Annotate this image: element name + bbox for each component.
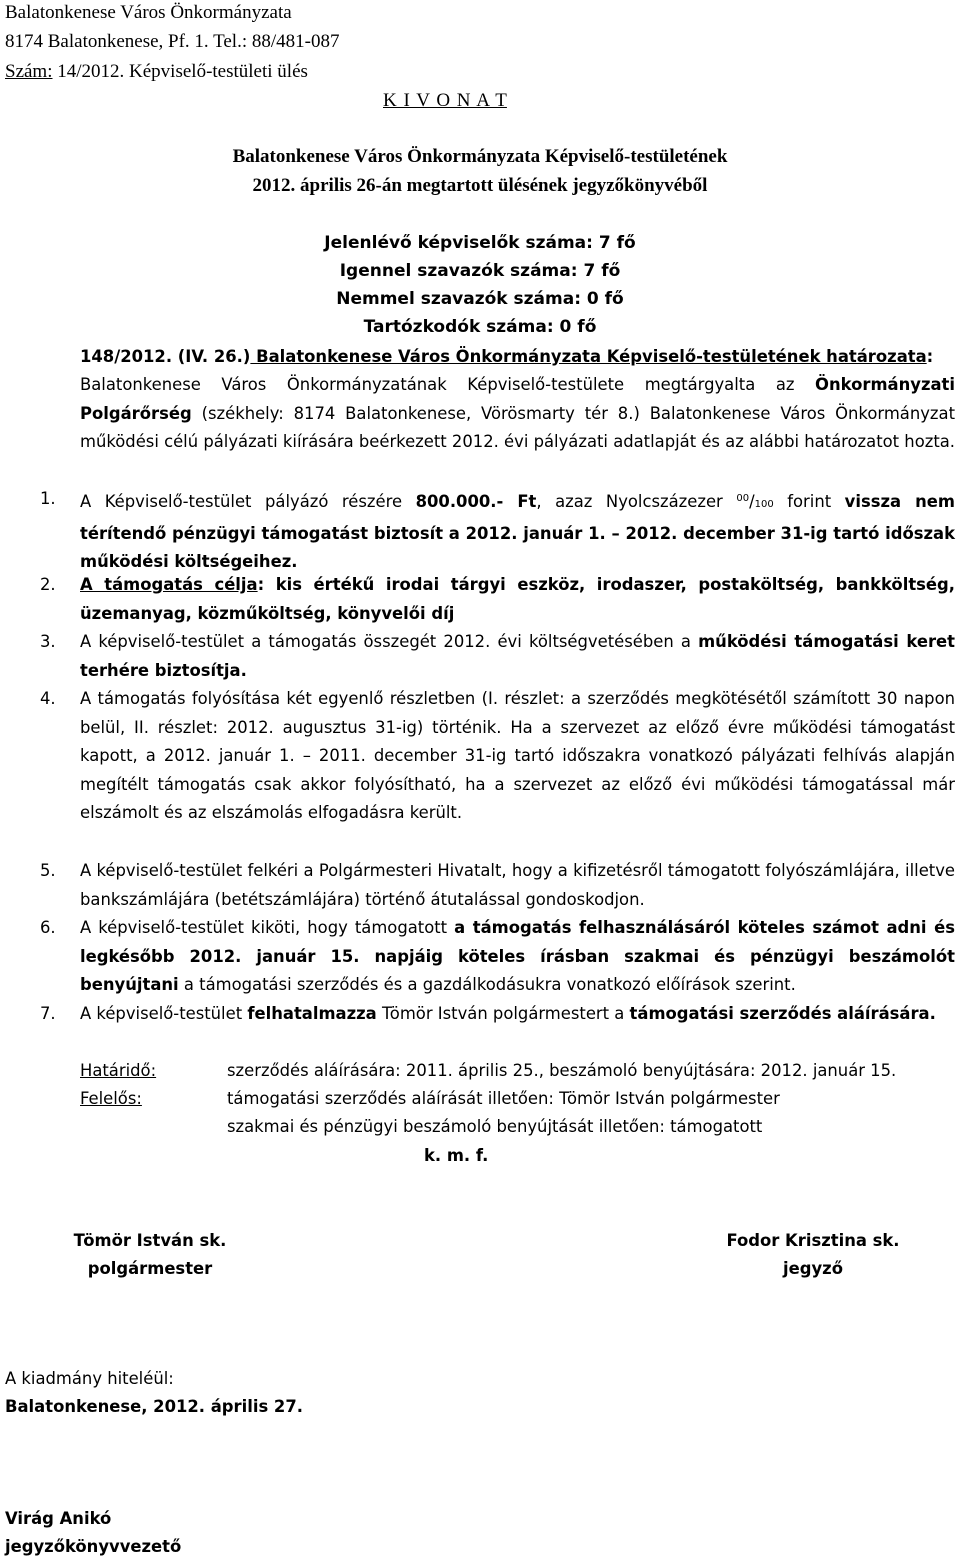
vote-abstain: Tartózkodók száma: 0 fő xyxy=(363,317,597,337)
header-reference xyxy=(5,60,308,84)
certification-label: A kiadmány hiteléül: xyxy=(5,1369,174,1388)
subtitle-line-2: 2012. április 26-án megtartott ülésének jegyzőkönyvéből xyxy=(252,175,708,196)
document-page: Balatonkenese Város Önkormányzata 8174 Balatonkenese, Pf. 1. Tel.: 88/481-087 Szám: 14/2012. Képviselő-testületi ülés K I V O N A T Balatonkenese Város Önkormányzata Képviselő-testületének 2012. április 26-án megtartott ülésének jegyzőkönyvéből Jelenlévő képviselők száma: 7 fő Igennel szavazók száma: 7 fő Nemmel szavazók száma: 0 fő Tartózkodók száma: 0 fő 148/2012. (IV. 26.) Balatonkenese Város Önkormányzata Képviselő-testületének határozata: Balatonkenese Város Önkormányzatának Képviselő-testülete megtárgyalta az Önkormányzati Polgárőrség (székhely: 8174 Balatonkenese, Vörösmarty tér 8.) Balatonkenese Város Önkormányzat működési célú pályázati kiírására beérkezett 2012. évi pályázati adatlapját és az alábbi határozatot hozta. 1. A Képviselő-testület pályázó részére 800.000.- Ft, azaz Nyolcszázezer $^{00}$/100 forint vissza nem térítendő pénzügyi támogatást biztosít a 2012. január 1. – 2012. december 31-ig tartó időszak működési költségeihez. 2. A támogatás célja: kis értékű irodai tárgyi eszköz, irodaszer, postaköltség, bankköltség, üzemanyag, közműköltség, könyvelői díj 3. A képviselő-testület a támogatás összegét 2012. évi költségvetésében a működési támogatási keret terhére biztosítja. 4. A támogatás folyósítása két egyenlő részletben (I. részlet: a szerződés megkötésétől számított 30 napon belül, II. részlet: 2012. augusztus 31-ig) történik. Ha a szervezet az előző évre működési támogatást kapott, a 2012. január 1. – 2011. december 31-ig tartó időszakra vonatkozó pályázati felhívás alapján megítélt támogatás csak akkor folyósítható, ha a szervezet az előző évi működési támogatással már elszámolt és az elszámolás elfogadásra került. 5. A képviselő-testület felkéri a Polgármesteri Hivatalt, hogy a kifizetésről támogatott folyószámlájára, illetve bankszámlájára (betétszámlájára) történő átutalással gondoskodjon. 6. A képviselő-testület kiköti, hogy támogatott a támogatás felhasználásáról köteles számot adni és legkésőbb 2012. január 15. napjáig köteles írásban szakmai és pénzügyi beszámolót benyújtani a támogatási szerződés és a gazdálkodásukra vonatkozó előírások szerint. 7. A képviselő-testület felhatalmazza Tömör István polgármestert a támogatási szerződés aláírására. Határidő: szerződés aláírására: 2011. április 25., beszámoló benyújtására: 2012. január 15. Felelős: támogatási szerződés aláírását illetően: Tömör István polgármester szakmai és pénzügyi beszámoló benyújtását illetően: támogatott k. m. f. Tömör István sk. polgármester Fodor Krisztina sk. jegyző A kiadmány hiteléül: Balatonkenese, 2012. április 27. Virág Anikó jegyzőkönyvvezető xyxy=(0,0,960,1561)
item-4-text: A támogatás folyósítása két egyenlő részletben (I. részlet: a szerződés megkötésétől számított 30 napon belül, II. részlet: 2012. augusztus 31-ig) történik. Ha a szervezet az előző évre működési támogatást kapott, a 2012. január 1. – 2011. december 31-ig tartó időszakra vonatkozó pályázati felhívás alapján megítélt támogatás csak akkor folyósítható, ha a szervezet az előző évi működési támogatással már elszámolt és az elszámolás elfogadásra került. xyxy=(80,689,955,823)
item-3-text: A képviselő-testület a támogatás összegét 2012. évi költségvetésében a működési támogatási keret terhére biztosítja. xyxy=(80,632,955,680)
responsible-value-2: szakmai és pénzügyi beszámoló benyújtását illetően: támogatott xyxy=(227,1117,763,1136)
deadline-label: Határidő: xyxy=(80,1061,157,1080)
item-6-text: A képviselő-testület kiköti, hogy támogatott a támogatás felhasználásáról köteles számot adni és legkésőbb 2012. január 15. napjáig köteles írásban szakmai és pénzügyi beszámolót benyújtani a támogatási szerződés és a gazdálkodásukra vonatkozó előírások szerint. xyxy=(80,918,955,995)
vote-no: Nemmel szavazók száma: 0 fő xyxy=(336,289,624,309)
certification-place-date: Balatonkenese, 2012. április 27. xyxy=(5,1397,303,1416)
header-address: 8174 Balatonkenese, Pf. 1. Tel.: 88/481-087 xyxy=(5,31,340,52)
header-org: Balatonkenese Város Önkormányzata xyxy=(5,2,292,23)
item-7-text: A képviselő-testület felhatalmazza Tömör István polgármestert a támogatási szerződés aláírására. xyxy=(80,1004,936,1023)
subtitle-line-1: Balatonkenese Város Önkormányzata Képviselő-testületének xyxy=(232,146,728,167)
responsible-value-1: támogatási szerződés aláírását illetően: Tömör István polgármester xyxy=(227,1089,780,1108)
kmf-mark: k. m. f. xyxy=(424,1146,489,1165)
document-title: K I V O N A T xyxy=(383,90,507,111)
signature-left-name: Tömör István sk. xyxy=(73,1231,227,1250)
signature-right-title: jegyző xyxy=(783,1259,843,1278)
resolution-heading: 148/2012. (IV. 26.) Balatonkenese Város Önkormányzata Képviselő-testületének határozata: xyxy=(80,347,934,366)
recorder-name: Virág Anikó xyxy=(5,1509,112,1528)
vote-present: Jelenlévő képviselők száma: 7 fő xyxy=(324,233,636,253)
item-1-text: A Képviselő-testület pályázó részére 800.000.- Ft, azaz Nyolcszázezer $^{00}$/100 forint vissza nem térítendő pénzügyi támogatást biztosít a 2012. január 1. – 2012. december 31-ig tartó időszak működési költségeihez. xyxy=(80,492,955,572)
reference-label: Szám: xyxy=(5,61,53,82)
resolution-number: 148/2012. (IV. 26.) xyxy=(80,347,251,366)
reference-value: 14/2012. Képviselő-testületi ülés xyxy=(52,61,308,82)
organization-name: Önkormányzati Polgárőrség xyxy=(80,375,955,423)
resolution-title: Balatonkenese Város Önkormányzata Képviselő-testületének határozata xyxy=(250,347,927,366)
signature-right-name: Fodor Krisztina sk. xyxy=(726,1231,900,1250)
vote-yes: Igennel szavazók száma: 7 fő xyxy=(339,261,621,281)
deadline-value: szerződés aláírására: 2011. április 25., beszámoló benyújtására: 2012. január 15. xyxy=(227,1061,897,1080)
signature-left-title: polgármester xyxy=(87,1259,213,1278)
resolution-intro: Balatonkenese Város Önkormányzatának Képviselő-testülete megtárgyalta az Önkormányzati Polgárőrség (székhely: 8174 Balatonkenese, Vörösmarty tér 8.) Balatonkenese Város Önkormányzat működési célú pályázati kiírására beérkezett 2012. évi pályázati adatlapját és az alábbi határozatot hozta. xyxy=(80,375,956,452)
item-2-text: A támogatás célja: kis értékű irodai tárgyi eszköz, irodaszer, postaköltség, bankköltség, üzemanyag, közműköltség, könyvelői díj xyxy=(80,575,955,623)
recorder-title: jegyzőkönyvvezető xyxy=(5,1537,182,1556)
item-5-text: A képviselő-testület felkéri a Polgármesteri Hivatalt, hogy a kifizetésről támogatott folyószámlájára, illetve bankszámlájára (betétszámlájára) történő átutalással gondoskodjon. xyxy=(80,861,955,909)
responsible-label: Felelős: xyxy=(80,1089,142,1108)
